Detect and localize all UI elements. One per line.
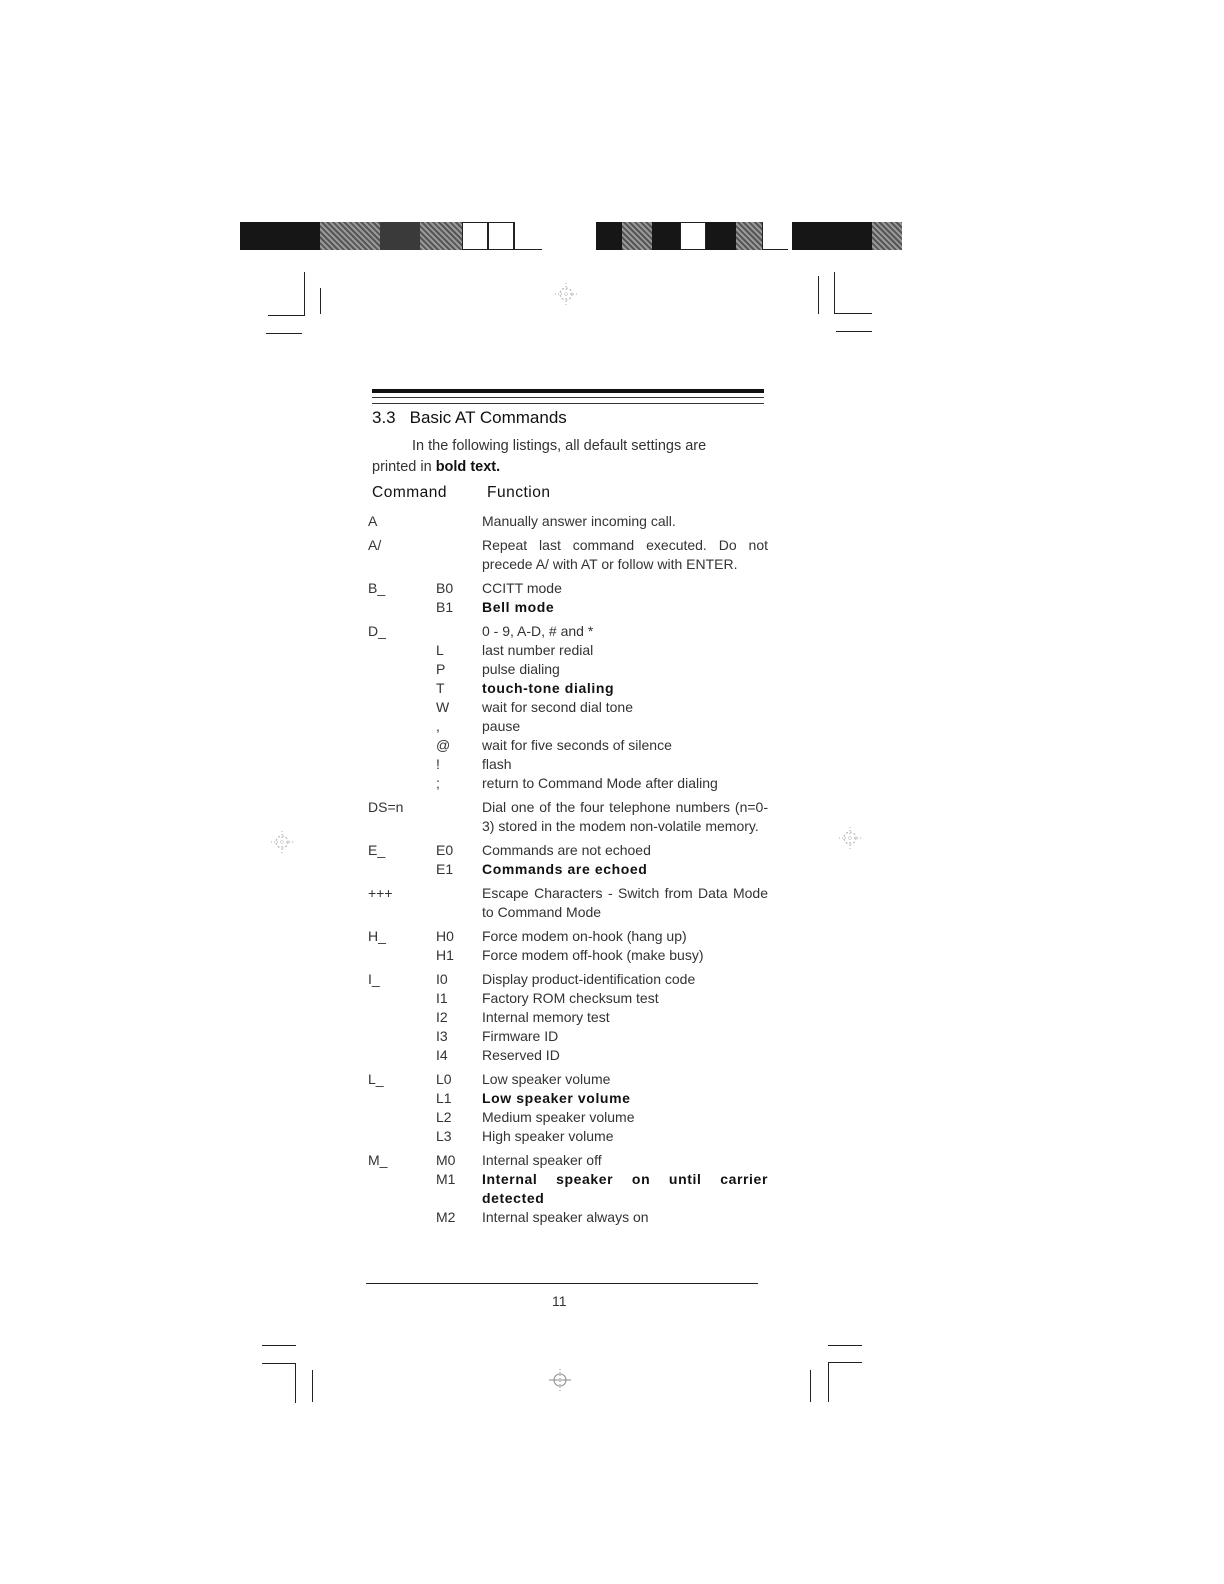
command-code: +++	[368, 885, 393, 901]
command-code	[368, 774, 436, 793]
command-option: @	[436, 737, 451, 753]
command-option: B0	[436, 580, 454, 596]
command-row	[368, 717, 768, 736]
bar-block	[380, 222, 420, 250]
command-table	[368, 512, 768, 1227]
command-function: Internal speaker always on	[482, 1209, 649, 1225]
command-row	[368, 598, 768, 617]
command-code: E_	[368, 842, 386, 858]
command-option: !	[436, 756, 440, 772]
command-code	[368, 717, 436, 736]
command-option	[436, 512, 482, 531]
command-code: DS=n	[368, 799, 404, 815]
command-code	[368, 679, 436, 698]
command-option: E0	[436, 842, 454, 858]
command-row	[368, 1027, 768, 1046]
intro-line-prefix: printed in	[372, 459, 436, 475]
command-function: Firmware ID	[482, 1028, 559, 1044]
command-code	[368, 989, 436, 1008]
crop-mark	[312, 1370, 313, 1402]
bar-block	[652, 222, 680, 250]
command-option	[436, 622, 482, 641]
command-row	[368, 679, 768, 698]
command-option: L0	[436, 1071, 452, 1087]
command-function: Force modem off-hook (make busy)	[482, 947, 704, 963]
command-row	[368, 641, 768, 660]
command-code	[368, 1027, 436, 1046]
command-row	[368, 860, 768, 879]
command-function: flash	[482, 756, 512, 772]
bar-block	[514, 222, 542, 250]
command-row	[368, 1208, 768, 1227]
column-header-function: Function	[487, 484, 551, 501]
command-code	[368, 1046, 436, 1065]
command-code	[368, 946, 436, 965]
command-option: H1	[436, 947, 454, 963]
command-code	[368, 660, 436, 679]
crop-mark	[295, 1363, 296, 1403]
command-option: I4	[436, 1047, 448, 1063]
command-row	[368, 1127, 768, 1146]
command-row	[368, 579, 768, 598]
command-option: I2	[436, 1009, 448, 1025]
command-code	[368, 860, 436, 879]
command-option: ;	[436, 775, 440, 791]
command-row	[368, 884, 768, 922]
command-code: H_	[368, 928, 386, 944]
command-option	[436, 884, 482, 922]
command-option: L1	[436, 1090, 452, 1106]
intro-paragraph	[372, 436, 764, 478]
crop-mark	[834, 313, 872, 314]
command-code	[368, 641, 436, 660]
command-row	[368, 736, 768, 755]
footer-rule	[366, 1283, 758, 1284]
command-row	[368, 946, 768, 965]
command-function: last number redial	[482, 642, 594, 658]
bar-block	[596, 222, 622, 250]
command-function: touch-tone dialing	[482, 680, 615, 696]
command-row	[368, 1046, 768, 1065]
command-option: E1	[436, 861, 454, 877]
command-function: Internal speaker on until carrier detected	[482, 1171, 768, 1206]
command-function: Internal speaker off	[482, 1152, 602, 1168]
bar-block	[320, 222, 380, 250]
command-code	[368, 736, 436, 755]
command-option	[436, 798, 482, 836]
command-row	[368, 1089, 768, 1108]
command-row	[368, 989, 768, 1008]
crop-mark	[268, 315, 304, 316]
intro-line: In the following listings, all default settings are	[412, 438, 707, 454]
command-row	[368, 660, 768, 679]
command-option	[436, 536, 482, 574]
column-header-command: Command	[372, 484, 447, 501]
crop-mark	[828, 1345, 862, 1346]
intro-bold-text: bold text.	[435, 459, 501, 475]
command-function: Bell mode	[482, 599, 555, 615]
command-option: I1	[436, 990, 448, 1006]
command-row	[368, 841, 768, 860]
command-row	[368, 1108, 768, 1127]
registration-target-icon	[270, 830, 294, 854]
command-row	[368, 698, 768, 717]
crop-mark	[828, 1362, 829, 1402]
command-code: A/	[368, 537, 382, 553]
command-function: Dial one of the four telephone numbers (n=0-3) stored in the modem non-volatile memory.	[482, 799, 768, 834]
section-title	[372, 408, 567, 428]
command-function: Display product-identification code	[482, 971, 696, 987]
command-function: pause	[482, 718, 521, 734]
command-code: D_	[368, 623, 386, 639]
command-option: M1	[436, 1171, 456, 1187]
crop-mark	[304, 272, 305, 316]
page-number: 11	[552, 1293, 567, 1309]
command-option: L3	[436, 1128, 452, 1144]
bar-block	[706, 222, 736, 250]
command-option: I0	[436, 971, 448, 987]
command-code	[368, 1108, 436, 1127]
command-option: ,	[436, 718, 440, 734]
command-function: Commands are not echoed	[482, 842, 651, 858]
command-row	[368, 927, 768, 946]
command-row	[368, 1170, 768, 1208]
header-rule	[372, 403, 764, 404]
command-function: Low speaker volume	[482, 1071, 611, 1087]
header-rule	[372, 397, 764, 398]
command-function: pulse dialing	[482, 661, 560, 677]
command-row	[368, 1070, 768, 1089]
section-title-text: Basic AT Commands	[409, 408, 567, 427]
crop-mark	[810, 1370, 811, 1402]
command-row	[368, 622, 768, 641]
registration-target-icon	[554, 282, 578, 306]
bar-block	[240, 222, 320, 250]
command-code: B_	[368, 580, 386, 596]
command-row	[368, 798, 768, 836]
command-function: High speaker volume	[482, 1128, 614, 1144]
command-option: H0	[436, 928, 454, 944]
command-function: Low speaker volume	[482, 1090, 631, 1106]
command-function: Internal memory test	[482, 1009, 610, 1025]
section-number: 3.3	[372, 408, 396, 427]
command-function: Force modem on-hook (hang up)	[482, 928, 687, 944]
command-row	[368, 512, 768, 531]
command-code	[368, 1208, 436, 1227]
command-row	[368, 1008, 768, 1027]
command-option: I3	[436, 1028, 448, 1044]
command-row	[368, 774, 768, 793]
bar-block	[462, 222, 488, 250]
crop-mark	[262, 1363, 296, 1364]
command-code	[368, 1089, 436, 1108]
command-code: M_	[368, 1152, 388, 1168]
command-option: L	[436, 642, 444, 658]
command-function: CCITT mode	[482, 580, 562, 596]
registration-target-icon	[548, 1368, 572, 1392]
command-code	[368, 755, 436, 774]
command-row	[368, 1151, 768, 1170]
command-row	[368, 970, 768, 989]
command-function: 0 - 9, A-D, # and *	[482, 623, 594, 639]
command-function: Medium speaker volume	[482, 1109, 635, 1125]
command-code	[368, 698, 436, 717]
command-code	[368, 1170, 436, 1208]
crop-mark	[828, 1362, 862, 1363]
header-rule	[372, 389, 764, 393]
command-option: M0	[436, 1152, 456, 1168]
command-code	[368, 1008, 436, 1027]
crop-mark	[834, 272, 835, 314]
command-option: W	[436, 699, 450, 715]
command-option: P	[436, 661, 446, 677]
crop-mark	[818, 276, 819, 314]
command-function: return to Command Mode after dialing	[482, 775, 718, 791]
bar-block	[488, 222, 514, 250]
command-function: wait for second dial tone	[482, 699, 633, 715]
command-option: M2	[436, 1209, 456, 1225]
crop-mark	[262, 1345, 296, 1346]
command-function: wait for five seconds of silence	[482, 737, 672, 753]
command-option: L2	[436, 1109, 452, 1125]
command-function: Commands are echoed	[482, 861, 648, 877]
command-option: T	[436, 680, 445, 696]
bar-block	[420, 222, 462, 250]
bar-block	[872, 222, 902, 250]
command-function: Escape Characters - Switch from Data Mode to Command Mode	[482, 885, 768, 920]
command-code: A	[368, 513, 378, 529]
command-code: I_	[368, 971, 380, 987]
crop-mark	[320, 288, 321, 314]
command-function: Reserved ID	[482, 1047, 560, 1063]
command-row	[368, 755, 768, 774]
bar-block	[762, 222, 788, 250]
command-code	[368, 598, 436, 617]
command-function: Manually answer incoming call.	[482, 513, 676, 529]
command-function: Repeat last command executed. Do not precede A/ with AT or follow with ENTER.	[482, 537, 768, 572]
command-function: Factory ROM checksum test	[482, 990, 659, 1006]
bar-block	[736, 222, 762, 250]
crop-mark	[266, 333, 302, 334]
command-option: B1	[436, 599, 454, 615]
bar-block	[680, 222, 706, 250]
bar-block	[622, 222, 652, 250]
command-row	[368, 536, 768, 574]
bar-block	[792, 222, 872, 250]
command-code	[368, 1127, 436, 1146]
crop-mark	[836, 331, 872, 332]
registration-target-icon	[838, 826, 862, 850]
command-code: L_	[368, 1071, 384, 1087]
